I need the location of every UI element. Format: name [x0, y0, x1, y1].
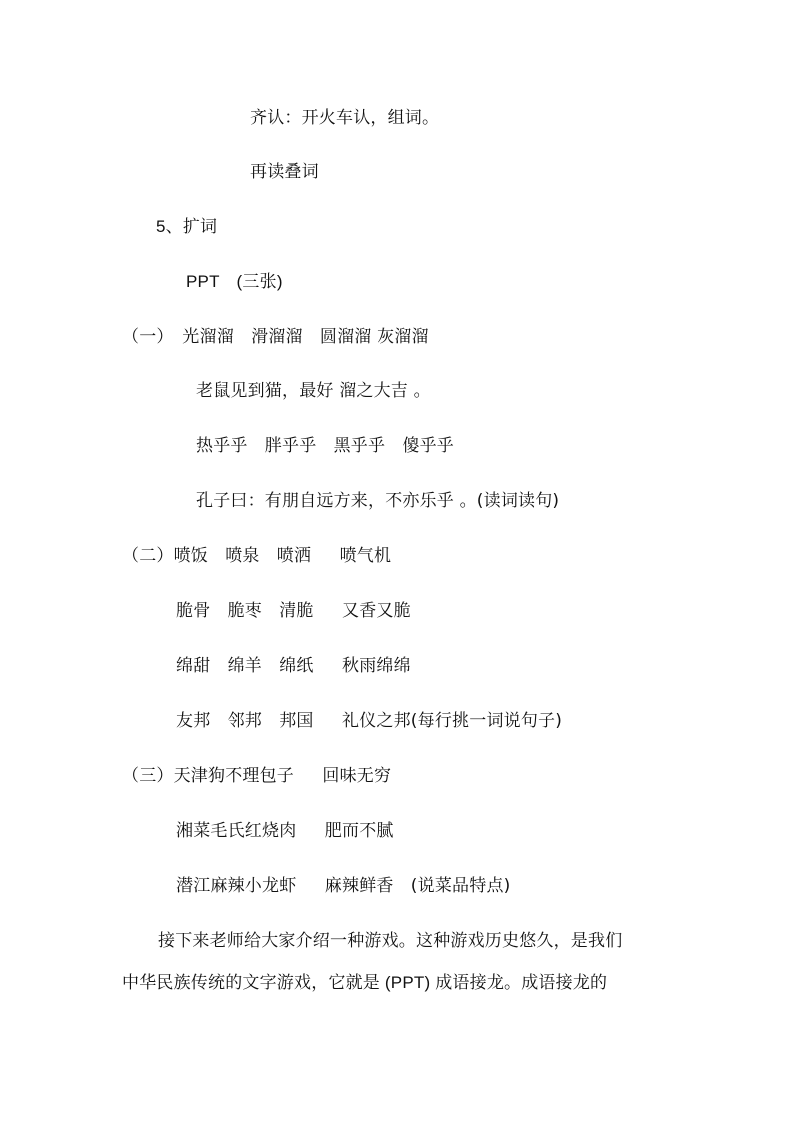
text-line-12: 友邦 邻邦 邦国 礼仪之邦(每行挑一词说句子)	[176, 711, 563, 731]
text-line-16: 接下来老师给大家介绍一种游戏。这种游戏历史悠久，是我们	[158, 931, 623, 951]
text-line-3: 5、扩词	[156, 217, 218, 236]
text-line-15: 潜江麻辣小龙虾 麻辣鲜香 (说菜品特点)	[176, 876, 511, 896]
text-line-4: PPT (三张)	[186, 272, 283, 291]
text-line-17: 中华民族传统的文字游戏，它就是 (PPT) 成语接龙。成语接龙的	[122, 973, 608, 992]
text-line-1: 齐认：开火车认，组词。	[250, 108, 440, 128]
text-line-14: 湘菜毛氏红烧肉 肥而不腻	[176, 821, 394, 841]
text-line-7: 热乎乎 胖乎乎 黑乎乎 傻乎乎	[196, 436, 454, 456]
text-line-6: 老鼠见到猫，最好 溜之大吉 。	[196, 381, 431, 401]
text-line-10: 脆骨 脆枣 清脆 又香又脆	[176, 601, 411, 621]
text-line-2: 再读叠词	[250, 162, 319, 182]
text-line-8: 孔子曰：有朋自远方来，不亦乐乎 。(读词读句)	[196, 491, 560, 511]
text-line-5: （一） 光溜溜 滑溜溜 圆溜溜 灰溜溜	[122, 327, 429, 347]
text-line-11: 绵甜 绵羊 绵纸 秋雨绵绵	[176, 656, 411, 676]
text-line-13: （三）天津狗不理包子 回味无穷	[122, 766, 392, 786]
text-line-9: （二）喷饭 喷泉 喷洒 喷气机	[122, 546, 392, 566]
